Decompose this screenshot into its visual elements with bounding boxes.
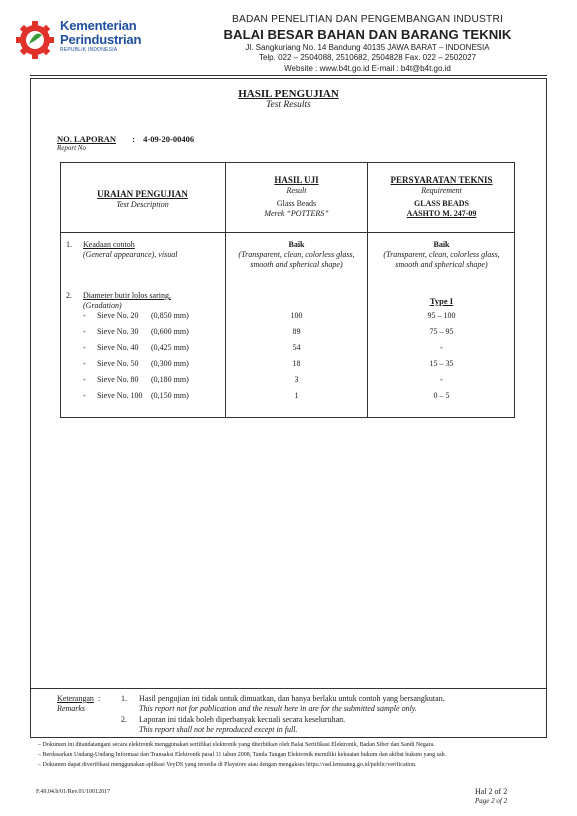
sieve-row-requirement: - xyxy=(440,375,443,384)
page-number-en: Page 2 of 2 xyxy=(475,797,508,805)
remark-2-text: Laporan ini tidak boleh diperbanyak kecuali secara keseluruhan. xyxy=(139,715,346,724)
item1-number: 1. xyxy=(66,240,72,249)
ministry-logo-icon xyxy=(15,20,55,60)
col-header-result xyxy=(226,175,367,219)
col3-title: PERSYARATAN TEKNIS xyxy=(390,175,493,185)
remarks-label: Keterangan xyxy=(57,694,94,703)
col3-subtitle: Requirement xyxy=(421,186,462,196)
col-header-requirement xyxy=(368,175,515,219)
sieve-row-dash: - xyxy=(83,375,86,384)
institute-name: BALAI BESAR BAHAN DAN BARANG TEKNIK xyxy=(223,27,512,42)
sieve-row-result: 54 xyxy=(292,343,301,352)
sieve-row-result: 18 xyxy=(292,359,301,368)
remarks-label-en: Remarks xyxy=(57,704,85,713)
col-header-description xyxy=(60,189,225,210)
remark-2-text-en: This report shall not be reproduced except in full. xyxy=(139,725,298,734)
header-divider xyxy=(30,75,547,76)
item2-number: 2. xyxy=(66,291,72,300)
col1-title: URAIAN PENGUJIAN xyxy=(97,189,188,199)
page-number: Hal 2 of 2 xyxy=(475,787,508,796)
footnote: – Berdasarkan Undang-Undang Informasi dan Transaksi Elektronik pasal 11 tahun 2008, Tanda Tangan Elektronik memiliki kekuatan hukum dan akibat hukum yang sah. xyxy=(38,752,447,758)
item1-result-desc-2: smooth and spherical shape) xyxy=(250,260,343,269)
sieve-row-size: (0,600 mm) xyxy=(151,327,189,336)
sieve-row-requirement: 15 – 35 xyxy=(429,359,454,368)
sieve-row-dash: - xyxy=(83,391,86,400)
item2-description xyxy=(83,291,171,311)
item1-result-value: Baik xyxy=(288,240,305,249)
sieve-row-requirement: 75 – 95 xyxy=(429,327,454,336)
sieve-row-result: 1 xyxy=(294,391,299,400)
report-number-label: NO. LAPORAN xyxy=(57,134,117,144)
col2-brand: Merek “POTTERS” xyxy=(264,209,329,219)
footnote: – Dokumen ini ditandatangani secara elektronik menggunakan sertifikat elektronik yang diterbitkan oleh Balai Sertifikasi Elektronik, Badan Siber dan Sandi Negara. xyxy=(38,742,435,748)
logo-line-3: REPUBLIK INDONESIA xyxy=(60,47,118,53)
remark-1-text-en: This report not for publication and the result here in are for the submitted sample only. xyxy=(139,704,417,713)
form-code: F.49.04.b/01/Rev.01/10012017 xyxy=(36,789,111,795)
item1-requirement xyxy=(368,240,515,270)
item1-req-value: Baik xyxy=(433,240,450,249)
sieve-row-sieve: Sieve No. 20 xyxy=(97,311,139,320)
sieve-row-sieve: Sieve No. 100 xyxy=(97,391,143,400)
remark-1-number: 1. xyxy=(121,694,127,703)
sieve-row-requirement: 95 – 100 xyxy=(427,311,456,320)
sieve-row-dash: - xyxy=(83,311,86,320)
report-title: HASIL PENGUJIAN xyxy=(238,88,339,100)
col3-standard: AASHTO M. 247-09 xyxy=(406,209,477,219)
item2-label-en: (Gradation) xyxy=(83,301,122,310)
item1-label-en: (General appearance), visual xyxy=(83,250,178,259)
remark-2-number: 2. xyxy=(121,715,127,724)
sieve-row-dash: - xyxy=(83,327,86,336)
table-header-divider xyxy=(60,232,515,233)
item2-req-type: Type I xyxy=(429,296,454,306)
sieve-row-size: (0,150 mm) xyxy=(151,391,189,400)
item1-label: Keadaan contoh xyxy=(83,240,135,249)
agency-name: BADAN PENELITIAN DAN PENGEMBANGAN INDUSTRI xyxy=(231,14,504,25)
item1-result xyxy=(226,240,367,270)
item2-label: Diameter butir lolos saring, xyxy=(83,291,171,300)
col3-sample: GLASS BEADS xyxy=(414,199,469,209)
institute-web: Website : www.b4t.go.id E-mail : b4t@b4t.go.id xyxy=(284,64,451,73)
sieve-row-result: 89 xyxy=(292,327,301,336)
col2-sample: Glass Beads xyxy=(276,199,317,209)
footnote: – Dokumen dapat diverifikasi menggunakan aplikasi VeyDS yang tersedia di Playstore atau dengan mengakses https://osd.lemsaneg.go.id/public/verification. xyxy=(38,762,417,768)
sieve-row-dash: - xyxy=(83,343,86,352)
remarks-colon: : xyxy=(98,694,101,703)
sieve-row-sieve: Sieve No. 30 xyxy=(97,327,139,336)
sieve-row-size: (0,425 mm) xyxy=(151,343,189,352)
institute-address: Jl. Sangkuriang No. 14 Bandung 40135 JAWA BARAT – INDONESIA xyxy=(245,43,490,52)
sieve-row-requirement: 0 – 5 xyxy=(433,391,450,400)
institute-phone: Telp. 022 – 2504088, 2510682, 2504828 Fax. 022 – 2502027 xyxy=(258,53,477,62)
remarks-divider xyxy=(30,688,547,689)
item1-req-desc-1: (Transparent, clean, colorless glass, xyxy=(383,250,500,259)
col2-title: HASIL UJI xyxy=(274,175,319,185)
logo-line-2: Perindustrian xyxy=(60,32,142,47)
sieve-row-size: (0,180 mm) xyxy=(151,375,189,384)
item1-description xyxy=(83,240,177,260)
sieve-row-result: 3 xyxy=(294,375,299,384)
col1-subtitle: Test Description xyxy=(116,200,169,210)
sieve-row-size: (0,300 mm) xyxy=(151,359,189,368)
sieve-row-requirement: - xyxy=(440,343,443,352)
remark-1-text: Hasil pengujian ini tidak untuk dimuatkan, dan hanya berlaku untuk contoh yang bersangkutan. xyxy=(139,694,445,703)
sieve-row-sieve: Sieve No. 80 xyxy=(97,375,139,384)
sieve-row-sieve: Sieve No. 40 xyxy=(97,343,139,352)
sieve-row-sieve: Sieve No. 50 xyxy=(97,359,139,368)
logo-line-1: Kementerian xyxy=(60,18,137,33)
report-subtitle: Test Results xyxy=(266,100,311,110)
report-number-colon: : xyxy=(132,134,135,144)
item1-req-desc-2: smooth and spherical shape) xyxy=(395,260,488,269)
col2-subtitle: Result xyxy=(286,186,307,196)
report-number: 4-09-20-00406 xyxy=(143,134,195,144)
report-number-label-en: Report No xyxy=(57,144,86,152)
item1-result-desc-1: (Transparent, clean, colorless glass, xyxy=(238,250,355,259)
ministry-wordmark xyxy=(60,19,141,53)
report-number-row xyxy=(57,134,194,144)
sieve-row-dash: - xyxy=(83,359,86,368)
sieve-row-result: 100 xyxy=(290,311,303,320)
sieve-row-size: (0,850 mm) xyxy=(151,311,189,320)
